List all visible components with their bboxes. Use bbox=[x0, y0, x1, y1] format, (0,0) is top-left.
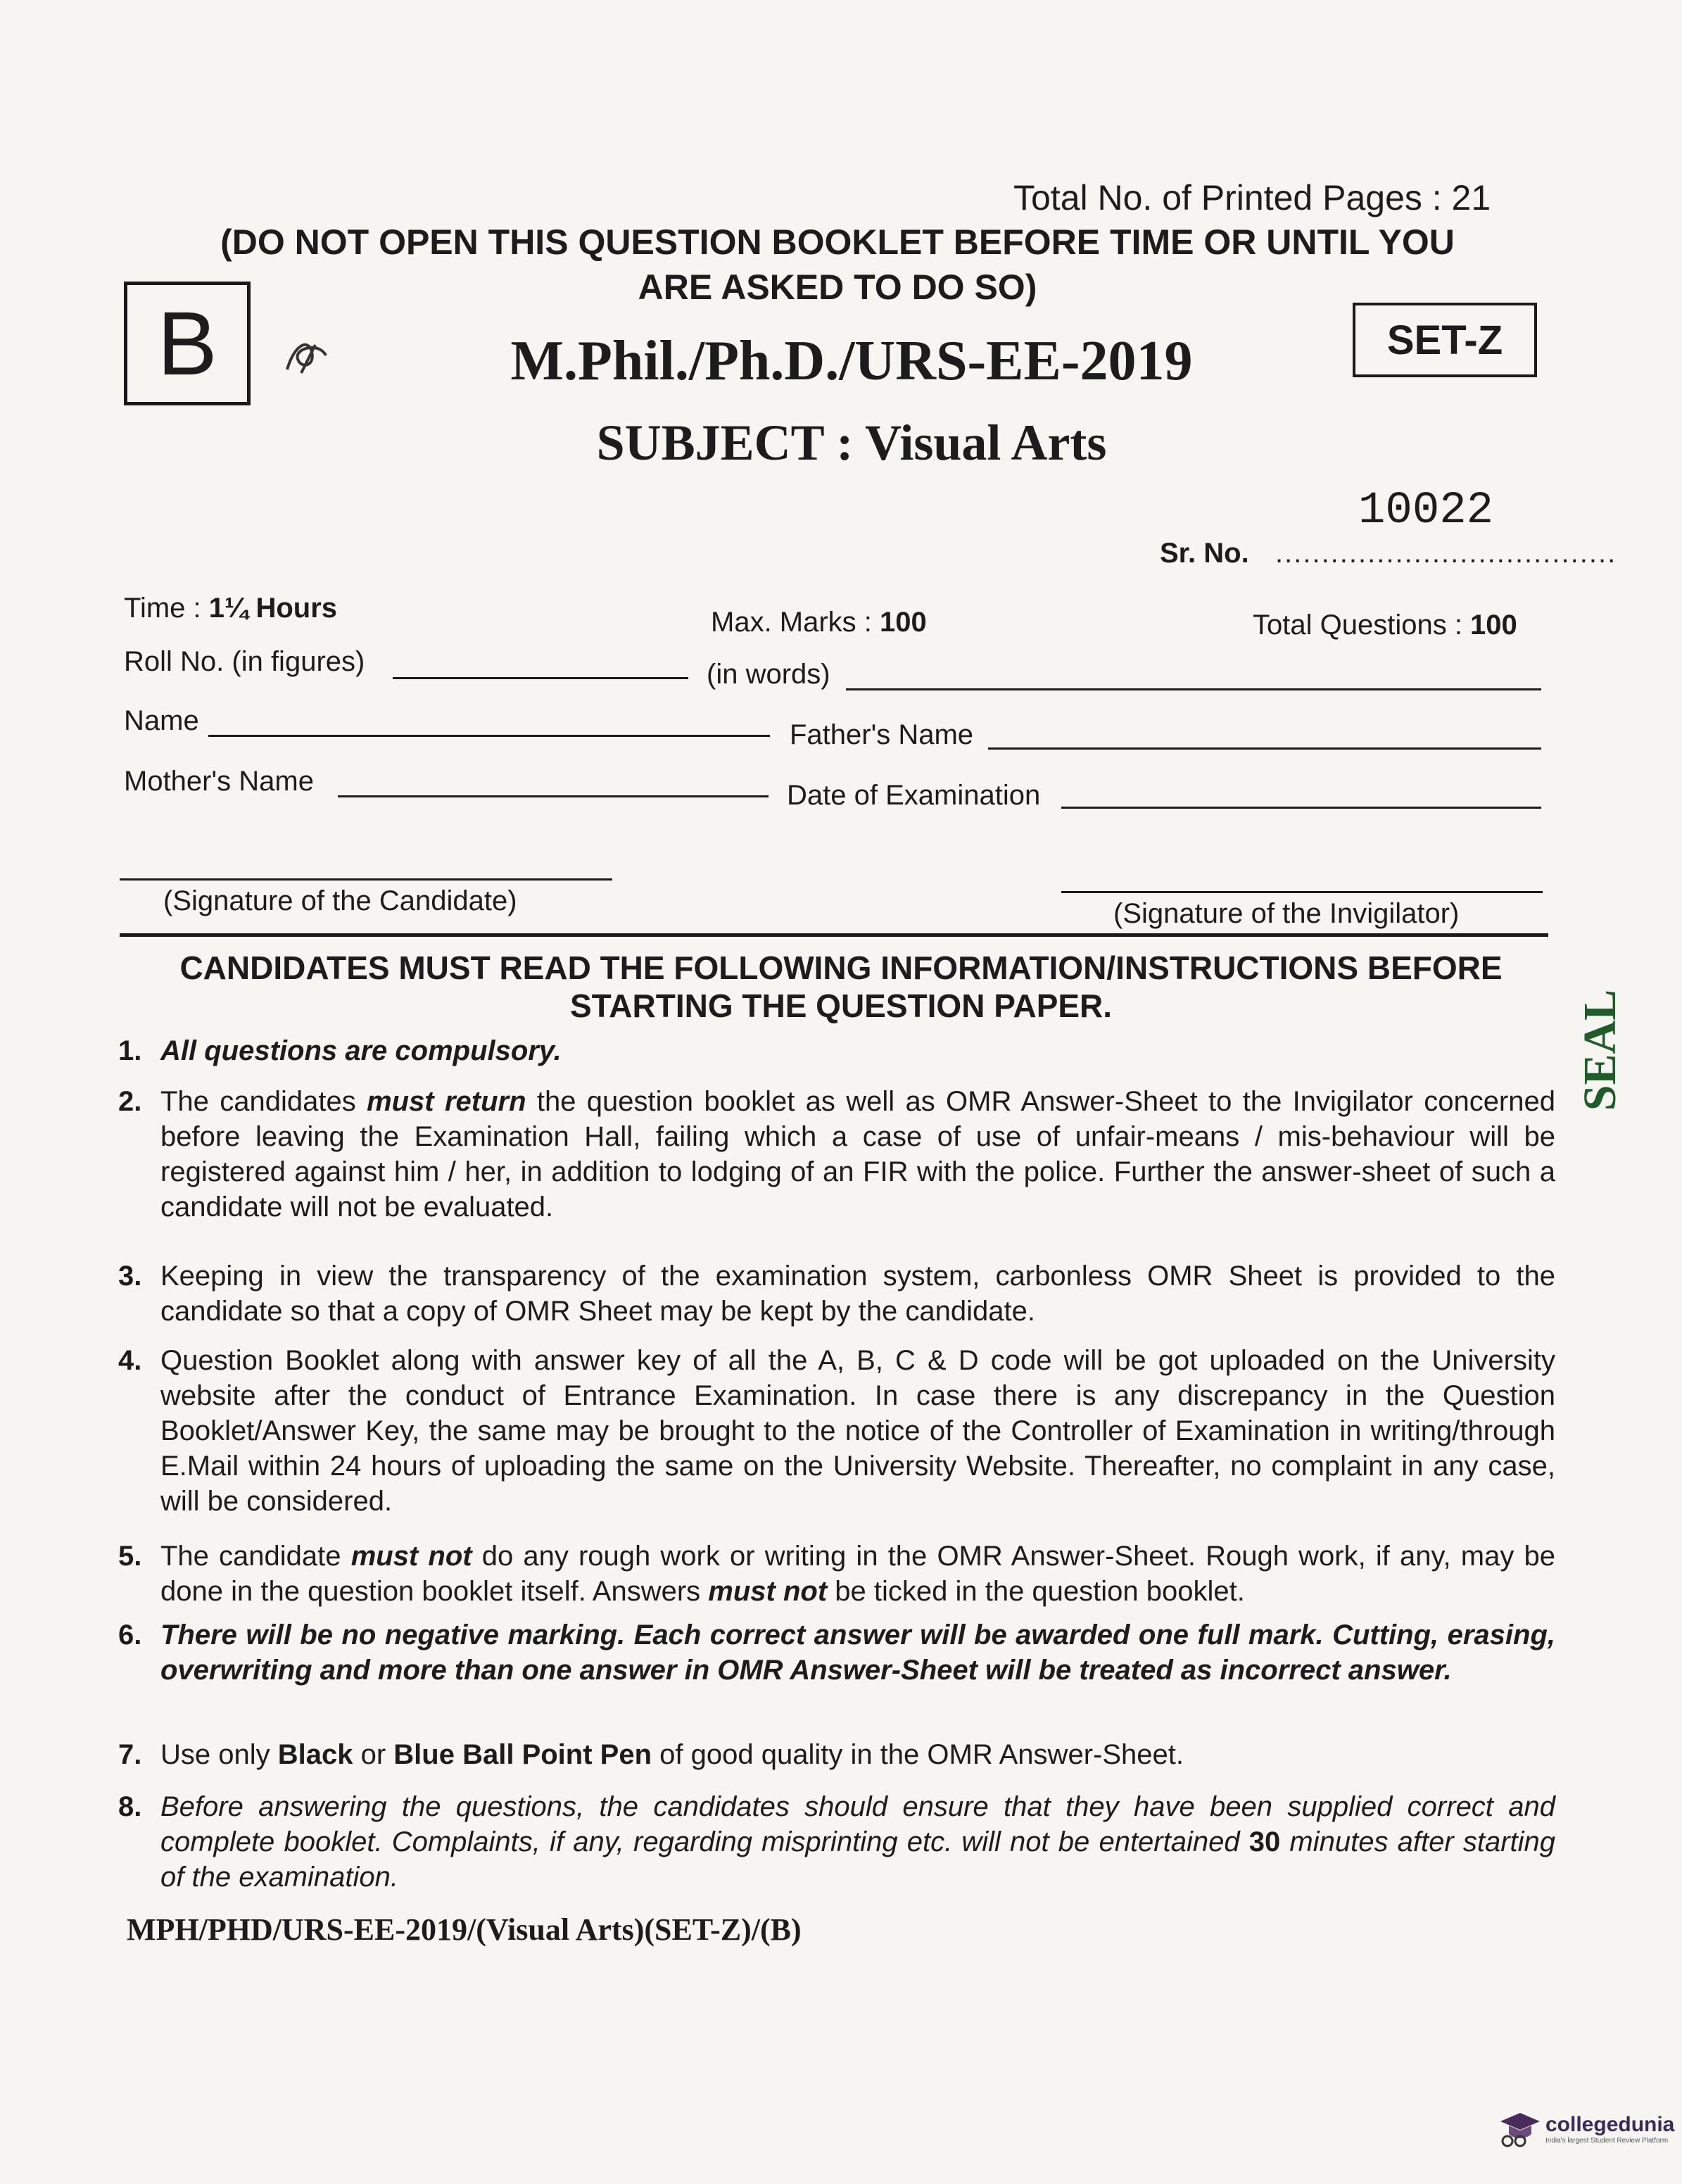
section-divider bbox=[120, 933, 1548, 937]
instruction-text: All questions are compulsory. bbox=[160, 1035, 562, 1066]
instruction-number: 4. bbox=[118, 1345, 142, 1376]
instruction-emphasis: must not bbox=[350, 1541, 472, 1572]
instruction-text: the question booklet as well as OMR Answer-Sheet to the Invigilator concerned before leaving the Examination Hall, failing which a case of use of unfair-means / mis-behaviour will be registered against him / her, in addition to lodging of an FIR with the police. Further the answer-sheet of such a candidate will not be evaluated. bbox=[160, 1086, 1555, 1223]
subject-title: SUBJECT : Visual Arts bbox=[596, 415, 1107, 471]
fathers-name-label: Father's Name bbox=[790, 719, 974, 750]
instruction-6 bbox=[118, 1617, 1555, 1688]
instructions-heading bbox=[127, 949, 1555, 1025]
set-code: SET-Z bbox=[1386, 317, 1503, 363]
instruction-5 bbox=[118, 1539, 1555, 1609]
instruction-text: or bbox=[353, 1739, 394, 1770]
max-marks-value: 100 bbox=[880, 607, 927, 638]
time-info bbox=[124, 593, 337, 624]
instruction-text: There will be no negative marking. Each correct answer will be awarded one full mark. Cutting, erasing, overwriting and more than one answer in OMR Answer-Sheet will be treated as incorrect answer. bbox=[160, 1620, 1555, 1686]
total-questions-info bbox=[1253, 610, 1517, 641]
booklet-code-box bbox=[124, 282, 251, 405]
collegedunia-watermark bbox=[1499, 2109, 1674, 2148]
time-label: Time : bbox=[124, 593, 209, 624]
warning-line-2: ARE ASKED TO DO SO) bbox=[638, 267, 1037, 307]
seal-text: SEAL bbox=[1574, 989, 1626, 1111]
booklet-warning bbox=[134, 220, 1541, 310]
instructions-heading-line-2: STARTING THE QUESTION PAPER. bbox=[569, 987, 1113, 1024]
graduation-cap-icon bbox=[1499, 2109, 1541, 2148]
roll-no-figures-line[interactable] bbox=[393, 677, 688, 679]
total-questions-label: Total Questions : bbox=[1253, 610, 1471, 640]
instruction-emphasis: Black bbox=[277, 1739, 353, 1770]
warning-line-1: (DO NOT OPEN THIS QUESTION BOOKLET BEFORE TIME OR UNTIL YOU bbox=[220, 222, 1455, 262]
instruction-number: 1. bbox=[118, 1035, 142, 1066]
fathers-name-line[interactable] bbox=[988, 747, 1541, 750]
name-label: Name bbox=[124, 705, 199, 736]
instruction-emphasis: must not bbox=[708, 1576, 828, 1607]
exam-title: M.Phil./Ph.D./URS-EE-2019 bbox=[510, 330, 1193, 392]
instruction-number: 2. bbox=[118, 1086, 142, 1117]
roll-no-words-label: (in words) bbox=[707, 659, 830, 690]
instruction-text: Before answering the questions, the candidates should ensure that they have been supplied correct and complete booklet. Complaints, if any, regarding misprinting etc. will not be entertained bbox=[160, 1791, 1555, 1857]
instruction-number: 6. bbox=[118, 1620, 142, 1650]
watermark-tagline: India's largest Student Review Platform bbox=[1545, 2136, 1669, 2145]
instruction-7 bbox=[118, 1737, 1555, 1772]
sr-no-label: Sr. No. bbox=[1160, 538, 1249, 569]
instruction-text: The candidates bbox=[160, 1086, 367, 1117]
roll-no-words-line[interactable] bbox=[846, 688, 1541, 690]
invigilator-signature-line[interactable] bbox=[1061, 891, 1543, 893]
mothers-name-line[interactable] bbox=[338, 795, 769, 797]
candidate-signature-line[interactable] bbox=[120, 878, 612, 880]
instruction-text: Question Booklet along with answer key of all the A, B, C & D code will be got uploaded on the University website after the conduct of Entrance Examination. In case there is any discrepancy in the Question Booklet/Answer Key, the same may be brought to the notice of the Controller of Examination in writing/through E.Mail within 24 hours of uploading the same on the University Website. Thereafter, no complaint in any case, will be considered. bbox=[160, 1345, 1555, 1517]
instruction-emphasis: must return bbox=[367, 1086, 526, 1117]
candidate-signature-label: (Signature of the Candidate) bbox=[163, 885, 517, 916]
instruction-text: be ticked in the question booklet. bbox=[827, 1576, 1245, 1607]
instruction-1 bbox=[118, 1033, 1555, 1068]
instruction-text: Use only bbox=[160, 1739, 278, 1770]
instruction-number: 7. bbox=[118, 1739, 142, 1770]
instruction-number: 5. bbox=[118, 1541, 142, 1572]
instruction-8 bbox=[118, 1789, 1555, 1895]
instruction-number: 3. bbox=[118, 1261, 142, 1292]
date-of-examination-label: Date of Examination bbox=[787, 780, 1041, 811]
seal-stamp-icon bbox=[1562, 980, 1647, 1121]
date-of-examination-line[interactable] bbox=[1061, 807, 1541, 809]
instructions-heading-line-1: CANDIDATES MUST READ THE FOLLOWING INFORMATION/INSTRUCTIONS BEFORE bbox=[179, 949, 1503, 986]
instruction-3 bbox=[118, 1258, 1555, 1329]
set-code-box bbox=[1353, 303, 1537, 377]
footer-code: MPH/PHD/URS-EE-2019/(Visual Arts)(SET-Z)/(B) bbox=[127, 1912, 802, 1947]
instruction-2 bbox=[118, 1084, 1555, 1225]
invigilator-signature-label: (Signature of the Invigilator) bbox=[1113, 898, 1460, 929]
booklet-code: B bbox=[157, 293, 217, 394]
initials-scribble-icon bbox=[280, 331, 336, 380]
max-marks-label: Max. Marks : bbox=[711, 607, 880, 638]
instruction-text: do any rough work or writing in the OMR Answer-Sheet. Rough work, if any, may be done in the question booklet itself. Answers bbox=[160, 1541, 1555, 1607]
instruction-text: of good quality in the OMR Answer-Sheet. bbox=[652, 1739, 1184, 1770]
serial-number: 10022 bbox=[1358, 486, 1494, 536]
instruction-text: minutes after starting of the examination. bbox=[160, 1826, 1556, 1893]
watermark-name: collegedunia bbox=[1545, 2112, 1675, 2136]
time-value: 1¼ Hours bbox=[208, 593, 338, 624]
name-line[interactable] bbox=[208, 735, 770, 737]
instruction-text: The candidate bbox=[160, 1541, 351, 1572]
instruction-emphasis: Blue Ball Point Pen bbox=[393, 1739, 652, 1770]
total-printed-pages: Total No. of Printed Pages : 21 bbox=[1013, 178, 1491, 217]
sr-no-dotted-line: ..................................... bbox=[1275, 538, 1617, 569]
instruction-text: Keeping in view the transparency of the examination system, carbonless OMR Sheet is provided to the candidate so that a copy of OMR Sheet may be kept by the candidate. bbox=[160, 1261, 1555, 1327]
instruction-emphasis: 30 bbox=[1248, 1826, 1281, 1857]
instruction-4 bbox=[118, 1343, 1555, 1519]
total-questions-value: 100 bbox=[1470, 610, 1517, 640]
max-marks-info bbox=[711, 607, 927, 638]
instruction-number: 8. bbox=[118, 1791, 142, 1822]
roll-no-label: Roll No. (in figures) bbox=[124, 646, 365, 677]
mothers-name-label: Mother's Name bbox=[124, 766, 314, 797]
